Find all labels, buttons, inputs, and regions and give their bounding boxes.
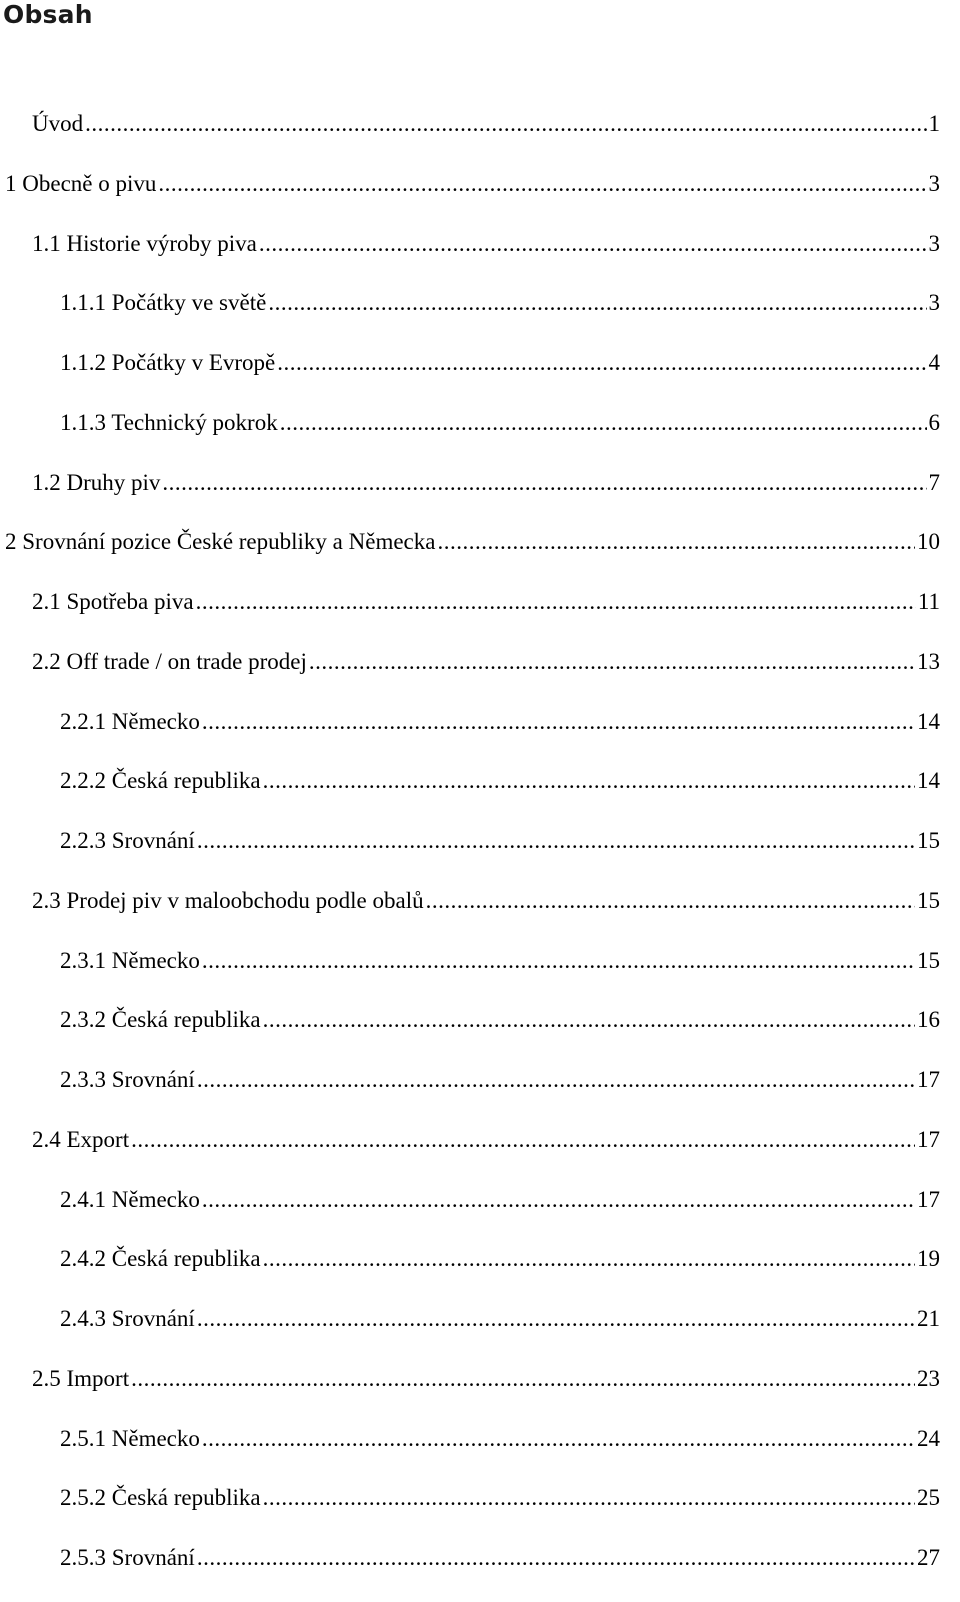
toc-entry[interactable]	[5, 168, 940, 200]
toc-entry-title: 2.4.1 Německo	[60, 1187, 200, 1212]
toc-dot-leader	[426, 885, 915, 917]
toc-dot-leader	[259, 228, 927, 260]
toc-entry-title: 1.1 Historie výroby piva	[32, 231, 257, 256]
toc-entry-title: 1.1.3 Technický pokrok	[60, 410, 278, 435]
toc-dot-leader	[268, 287, 926, 319]
toc-dot-leader	[202, 945, 915, 977]
toc-entry[interactable]	[32, 1363, 940, 1395]
toc-entry-title: 2.2.1 Německo	[60, 709, 200, 734]
toc-entry-title: 2.2.2 Česká republika	[60, 768, 261, 793]
page-title: Obsah	[3, 0, 93, 29]
toc-entry-page-number: 24	[917, 1426, 940, 1451]
toc-entry-title: 2.2 Off trade / on trade prodej	[32, 649, 307, 674]
toc-entry-title: 2.5.1 Německo	[60, 1426, 200, 1451]
toc-entry-page-number: 15	[917, 828, 940, 853]
toc-entry-title: Úvod	[32, 111, 84, 136]
toc-entry-page-number: 14	[917, 709, 940, 734]
toc-entry[interactable]	[60, 765, 940, 797]
toc-entry[interactable]	[60, 1423, 940, 1455]
toc-entry-page-number: 17	[917, 1067, 940, 1092]
toc-entry-page-number: 17	[917, 1127, 940, 1152]
toc-entry-title: 1.1.2 Počátky v Evropě	[60, 350, 276, 375]
toc-dot-leader	[309, 646, 915, 678]
toc-entry-title: 1.1.1 Počátky ve světě	[60, 290, 267, 315]
toc-dot-leader	[263, 1482, 915, 1514]
toc-entry-title: 1 Obecně o pivu	[5, 171, 157, 196]
toc-entry-page-number: 21	[917, 1306, 940, 1331]
toc-entry[interactable]	[32, 885, 940, 917]
toc-entry[interactable]	[60, 706, 940, 738]
toc-entry-title: 2 Srovnání pozice České republiky a Německa	[5, 529, 436, 554]
toc-entry[interactable]	[60, 945, 940, 977]
toc-entry[interactable]	[60, 1004, 940, 1036]
toc-entry-page-number: 1	[928, 111, 940, 136]
toc-entry-page-number: 17	[917, 1187, 940, 1212]
toc-entry-title: 2.1 Spotřeba piva	[32, 589, 194, 614]
toc-entry-page-number: 3	[928, 231, 940, 256]
toc-entry[interactable]	[60, 1482, 940, 1514]
toc-dot-leader	[263, 1004, 915, 1036]
toc-dot-leader	[263, 765, 915, 797]
toc-entry-page-number: 15	[917, 948, 940, 973]
toc-entry-page-number: 16	[917, 1007, 940, 1032]
toc-dot-leader	[197, 825, 915, 857]
toc-dot-leader	[202, 1184, 915, 1216]
toc-entry-title: 1.2 Druhy piv	[32, 470, 161, 495]
toc-entry-title: 2.3 Prodej piv v maloobchodu podle obalů	[32, 888, 424, 913]
toc-entry[interactable]	[60, 1064, 940, 1096]
toc-entry-title: 2.5.2 Česká republika	[60, 1485, 261, 1510]
toc-entry[interactable]	[5, 526, 940, 558]
toc-entry[interactable]	[60, 1184, 940, 1216]
toc-dot-leader	[437, 526, 915, 558]
toc-entry-page-number: 25	[917, 1485, 940, 1510]
toc-entry[interactable]	[60, 1243, 940, 1275]
toc-entry-title: 2.2.3 Srovnání	[60, 828, 195, 853]
toc-entry[interactable]	[60, 1303, 940, 1335]
toc-dot-leader	[197, 1064, 915, 1096]
toc-entry[interactable]	[32, 646, 940, 678]
toc-entry-title: 2.5.3 Srovnání	[60, 1545, 195, 1570]
toc-entry-page-number: 23	[917, 1366, 940, 1391]
toc-entry-title: 2.4.3 Srovnání	[60, 1306, 195, 1331]
toc-dot-leader	[280, 407, 927, 439]
toc-entry[interactable]	[32, 586, 940, 618]
toc-dot-leader	[85, 108, 926, 140]
toc-entry[interactable]	[60, 287, 940, 319]
toc-entry-page-number: 10	[917, 529, 940, 554]
toc-dot-leader	[197, 1303, 915, 1335]
toc-entry-page-number: 15	[917, 888, 940, 913]
toc-entry-title: 2.4 Export	[32, 1127, 130, 1152]
toc-dot-leader	[131, 1363, 915, 1395]
toc-entry-page-number: 7	[928, 470, 940, 495]
toc-entry[interactable]	[60, 347, 940, 379]
toc-dot-leader	[158, 168, 926, 200]
toc-entry[interactable]	[32, 1124, 940, 1156]
toc-dot-leader	[263, 1243, 915, 1275]
toc-entry-page-number: 11	[917, 589, 940, 614]
toc-dot-leader	[162, 467, 926, 499]
toc-dot-leader	[277, 347, 926, 379]
toc-entry-title: 2.5 Import	[32, 1366, 130, 1391]
toc-entry-title: 2.3.2 Česká republika	[60, 1007, 261, 1032]
toc-entry-page-number: 6	[928, 410, 940, 435]
toc-entry-title: 2.3.1 Německo	[60, 948, 200, 973]
toc-entry[interactable]	[60, 407, 940, 439]
toc-entry-page-number: 27	[917, 1545, 940, 1570]
toc-entry-title: 2.3.3 Srovnání	[60, 1067, 195, 1092]
toc-entry-title: 2.4.2 Česká republika	[60, 1246, 261, 1271]
toc-entry[interactable]	[60, 825, 940, 857]
toc-entry[interactable]	[60, 1542, 940, 1574]
toc-dot-leader	[202, 1423, 915, 1455]
toc-dot-leader	[202, 706, 915, 738]
toc-entry-page-number: 3	[928, 171, 940, 196]
toc-entry-page-number: 13	[917, 649, 940, 674]
toc-entry[interactable]	[32, 108, 940, 140]
toc-entry[interactable]	[32, 228, 940, 260]
toc-entry-page-number: 4	[928, 350, 940, 375]
toc-entry-page-number: 3	[928, 290, 940, 315]
toc-entry-page-number: 19	[917, 1246, 940, 1271]
toc-dot-leader	[197, 1542, 915, 1574]
toc-dot-leader	[196, 586, 916, 618]
toc-dot-leader	[131, 1124, 915, 1156]
toc-entry[interactable]	[32, 467, 940, 499]
toc-entry-page-number: 14	[917, 768, 940, 793]
